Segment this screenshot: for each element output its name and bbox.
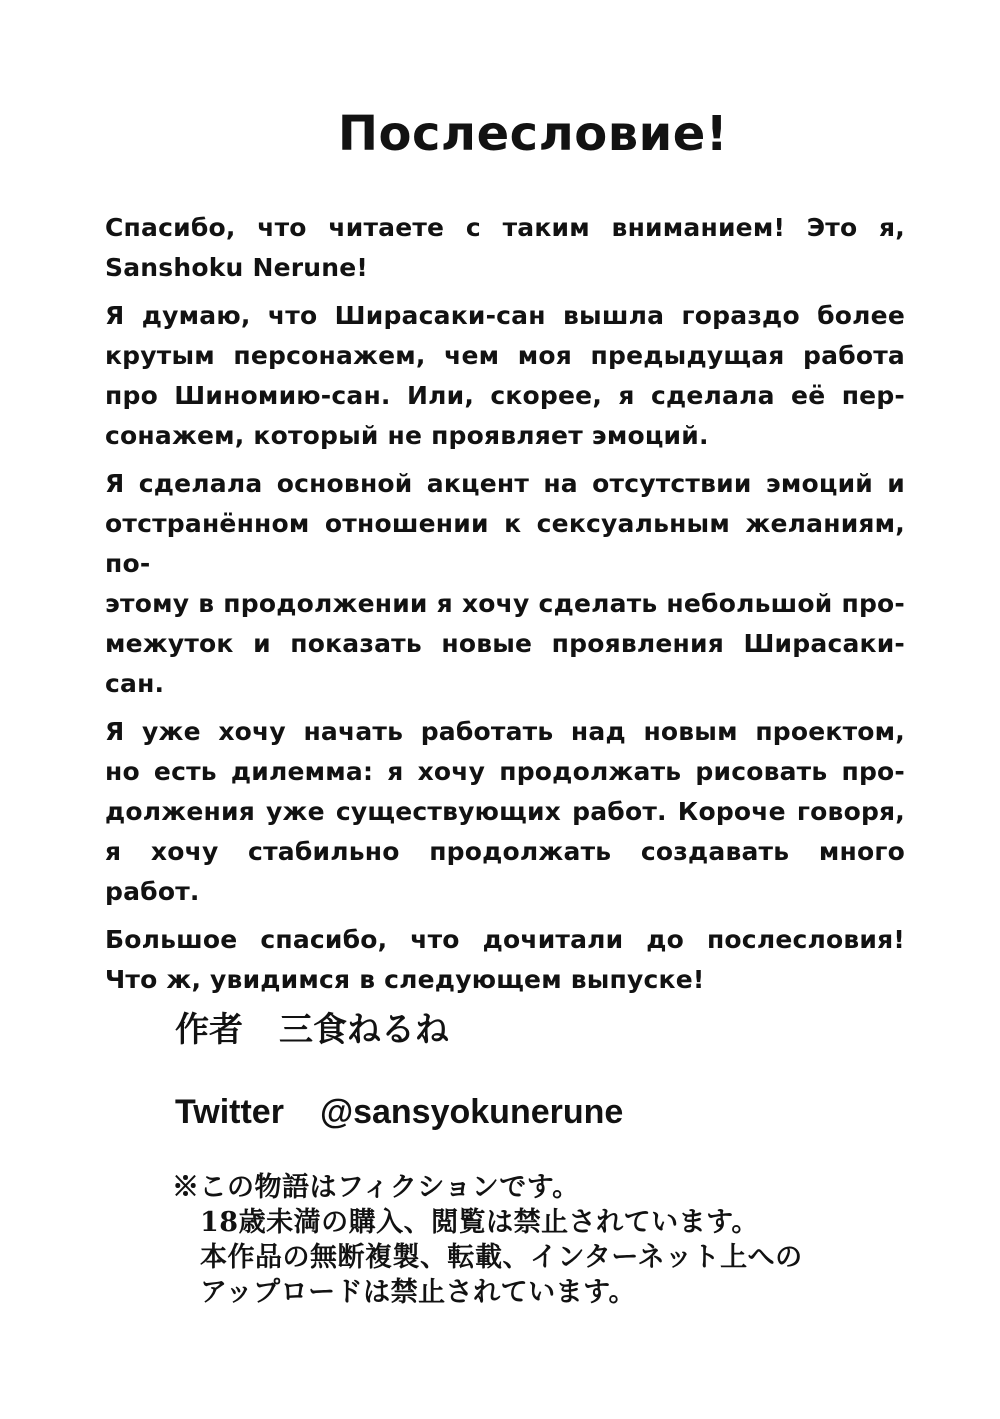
afterword-line: я хочу стабильно продолжать создавать много [105,837,905,866]
afterword-paragraph-3 [105,464,905,704]
afterword-paragraph-1 [105,208,905,288]
credits-block [175,1008,623,1134]
afterword-line: этому в продолжении я хочу сделать небольшой про- [105,589,905,618]
author-credit-line [175,1008,623,1052]
afterword-line: Что ж, увидимся в следующем выпуске! [105,965,705,994]
disclaimer-line: ※この物語はフィクションです。 [172,1172,580,1203]
afterword-line: межуток и показать новые проявления Ширасаки-сан. [105,629,905,698]
afterword-line: сонажем, который не проявляет эмоций. [105,421,709,450]
afterword-paragraph-4 [105,712,905,912]
disclaimer-line: 本作品の無断複製、転載、インターネット上への [200,1242,803,1273]
afterword-line: Я сделала основной акцент на отсутствии эмоций и [105,469,905,498]
disclaimer-block [172,1170,803,1310]
afterword-line: но есть дилемма: я хочу продолжать рисовать про- [105,757,905,786]
twitter-credit-line [175,1090,623,1134]
afterword-line: Я думаю, что Ширасаки-сан вышла гораздо более [105,301,905,330]
afterword-line: Sanshoku Nerune! [105,253,369,282]
afterword-line: отстранённом отношении к сексуальным желаниям, по- [105,509,905,578]
disclaimer-line: 18歳未満の購入、閲覧は禁止されています。 [200,1207,759,1238]
afterword-line: Спасибо, что читаете с таким вниманием! Это я, [105,213,905,242]
twitter-label: Twitter [175,1093,284,1131]
author-name: 三食ねるね [279,1011,449,1049]
afterword-line: должения уже существующих работ. Короче говоря, [105,797,905,826]
afterword-line: работ. [105,877,200,906]
afterword-paragraph-2 [105,296,905,456]
afterword-line: крутым персонажем, чем моя предыдущая работа [105,341,905,370]
afterword-body [105,208,905,1008]
afterword-paragraph-5 [105,920,905,1000]
afterword-line: Большое спасибо, что дочитали до послесловия! [105,925,905,954]
disclaimer-line: アップロードは禁止されています。 [200,1277,636,1308]
afterword-line: Я уже хочу начать работать над новым проектом, [105,717,905,746]
twitter-handle: @sansyokunerune [319,1093,624,1131]
afterword-line: про Шиномию-сан. Или, скорее, я сделала её пер- [105,381,905,410]
page-title: Послесловие! [337,106,729,162]
author-label: 作者 [175,1011,243,1049]
